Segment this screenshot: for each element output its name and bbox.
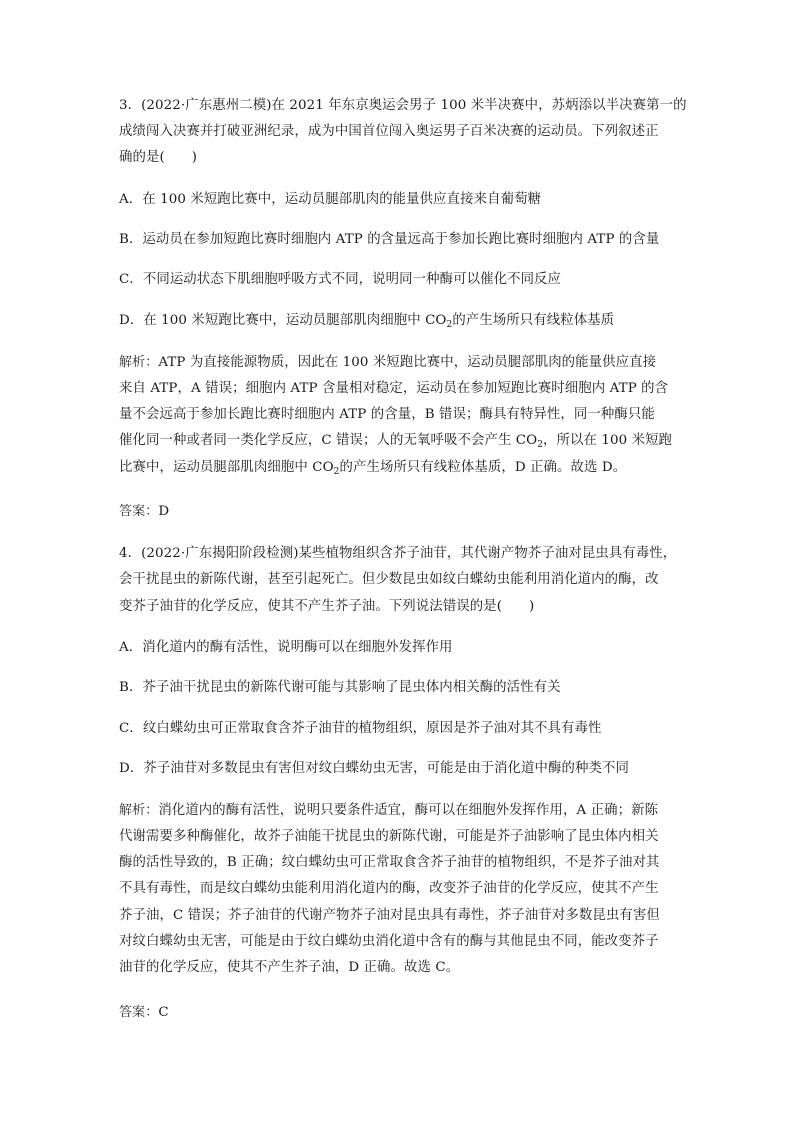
q3-analysis-subscript-4: 2 [537,440,544,450]
q3-option-d [119,312,614,334]
q3-option-b: B．运动员在参加短跑比赛时细胞内 ATP 的含量远高于参加长跑比赛时细胞内 ATP 的含量 [119,232,660,247]
q3-analysis-line-2: 来自 ATP，A 错误；细胞内 ATP 含量相对稳定，运动员在参加短跑比赛时细胞内 ATP 的含 [119,381,669,396]
q3-option-d-subscript: 2 [446,320,453,330]
q3-answer-label: 答案： [119,504,159,519]
q4-analysis-line-4: 不具有毒性，而是纹白蝶幼虫能利用消化道内的酶，改变芥子油苷的化学反应，使其不产生 [119,881,659,896]
q3-stem-line-3: 确的是( ) [119,150,198,165]
q3-option-c: C．不同运动状态下肌细胞呼吸方式不同，说明同一种酶可以催化不同反应 [119,272,562,287]
q3-stem-line-2: 成绩闯入决赛并打破亚洲纪录，成为中国首位闯入奥运男子百米决赛的运动员。下列叙述正 [119,124,659,139]
q3-analysis-label: 解析： [119,355,159,370]
q4-option-b: B．芥子油干扰昆虫的新陈代谢可能与其影响了昆虫体内相关酶的活性有关 [119,680,561,695]
q3-analysis-line-1 [119,354,656,372]
q4-analysis-line-1 [119,802,658,820]
q4-answer [119,1004,169,1022]
q4-analysis-line-5: 芥子油，C 错误；芥子油苷的代谢产物芥子油对昆虫具有毒性，芥子油苷对多数昆虫有害但 [119,908,660,923]
q4-stem-line-1: 4．(2022·广东揭阳阶段检测)某些植物组织含芥子油苷，其代谢产物芥子油对昆虫具有毒性， [119,546,677,561]
q3-analysis-text-4: 催化同一种或者同一类化学反应，C 错误；人的无氧呼吸不会产生 CO [119,433,538,448]
q4-analysis-line-3: 酶的活性导致的，B 正确；纹白蝶幼虫可正常取食含芥子油苷的植物组织，不是芥子油对其 [119,855,660,870]
q3-analysis-line-4 [119,432,672,454]
q3-analysis-text-5: 比赛中，运动员腿部肌肉细胞中 CO [119,460,334,475]
q3-analysis-subscript-5: 2 [333,467,340,477]
q3-option-a: A．在 100 米短跑比赛中，运动员腿部肌肉的能量供应直接来自葡萄糖 [119,192,542,207]
q3-option-d-text-end: 的产生场所只有线粒体基质 [452,313,615,328]
q4-analysis-label: 解析： [119,803,159,818]
q3-option-d-text: D．在 100 米短跑比赛中，运动员腿部肌肉细胞中 CO [119,313,447,328]
q4-analysis-text-1: 消化道内的酶有活性，说明只要条件适宜，酶可以在细胞外发挥作用，A 正确；新陈 [158,803,659,818]
q3-analysis-text-4-end: ，所以在 100 米短跑 [543,433,673,448]
q3-analysis-text-1: ATP 为直接能源物质，因此在 100 米短跑比赛中，运动员腿部肌肉的能量供应直接 [158,355,657,370]
q3-stem-line-1: 3．(2022·广东惠州二模)在 2021 年东京奥运会男子 100 米半决赛中，苏炳添以半决赛第一的 [119,98,687,113]
q4-option-c: C．纹白蝶幼虫可正常取食含芥子油苷的植物组织，原因是芥子油对其不具有毒性 [119,721,602,736]
q4-answer-value: C [158,1005,169,1020]
q4-analysis-line-2: 代谢需要多种酶催化，故芥子油能干扰昆虫的新陈代谢，可能是芥子油影响了昆虫体内相关 [119,829,659,844]
q4-analysis-line-6: 对纹白蝶幼虫无害，可能是由于纹白蝶幼虫消化道中含有的酶与其他昆虫不同，能改变芥子 [119,934,659,949]
q3-answer [119,503,169,521]
q3-analysis-text-5-end: 的产生场所只有线粒体基质，D 正确。故选 D。 [339,460,627,475]
q4-answer-label: 答案： [119,1005,159,1020]
q3-analysis-line-5 [119,459,626,481]
q4-analysis-line-7: 油苷的化学反应，使其不产生芥子油，D 正确。故选 C。 [119,960,460,975]
q3-answer-value: D [158,504,170,519]
q4-option-d: D．芥子油苷对多数昆虫有害但对纹白蝶幼虫无害，可能是由于消化道中酶的种类不同 [119,761,629,776]
q4-stem-line-3: 变芥子油苷的化学反应，使其不产生芥子油。下列说法错误的是( ) [119,599,535,614]
q4-stem-line-2: 会干扰昆虫的新陈代谢，甚至引起死亡。但少数昆虫如纹白蝶幼虫能利用消化道内的酶，改 [119,572,659,587]
q4-option-a: A．消化道内的酶有活性，说明酶可以在细胞外发挥作用 [119,640,453,655]
q3-analysis-line-3: 量不会远高于参加长跑比赛时细胞内 ATP 的含量，B 错误；酶具有特异性，同一种酶只能 [119,407,655,422]
